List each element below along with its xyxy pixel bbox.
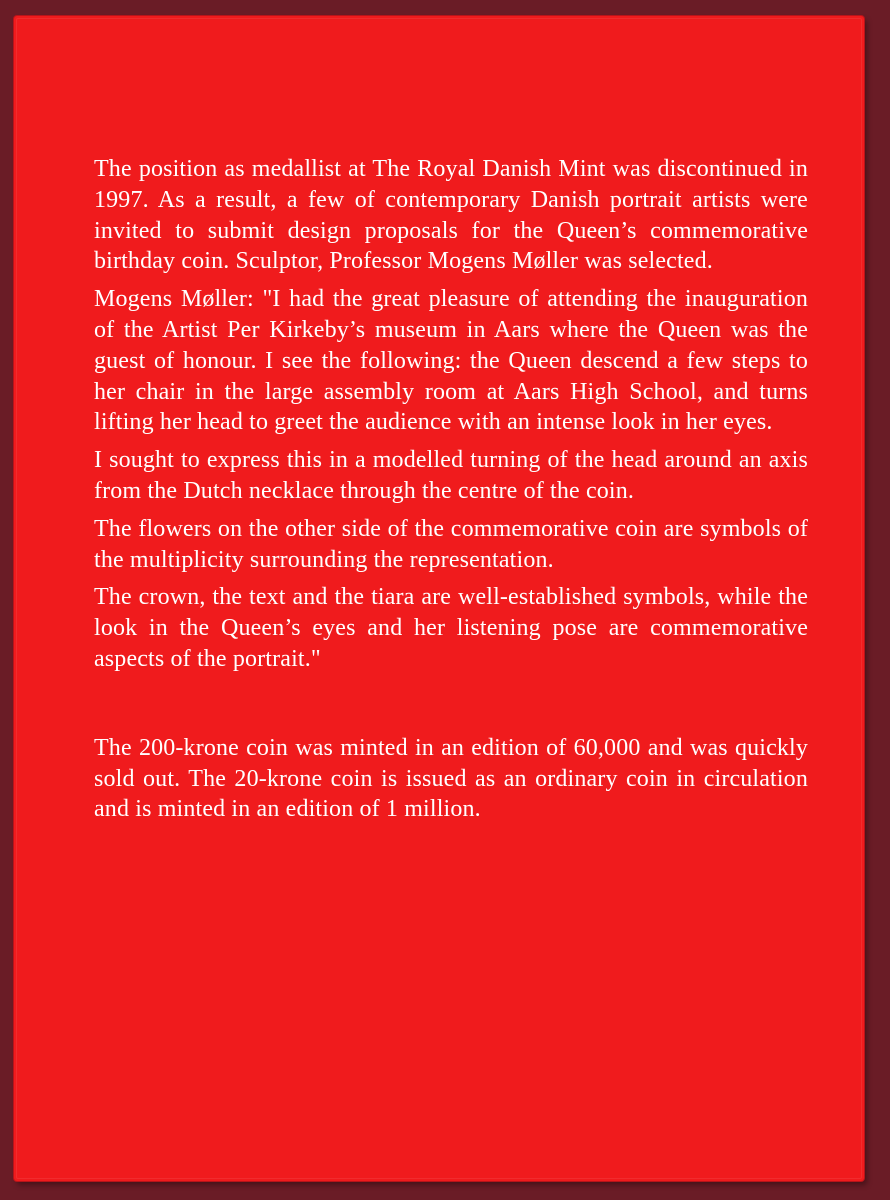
body-text (94, 154, 808, 832)
paragraph-intro: The position as medallist at The Royal Danish Mint was discontinued in 1997. As a result, a few of contemporary Danish portrait artists were invited to submit design proposals for the Queen’s commemorative birthday coin. Sculptor, Professor Mogens Møller was selected. (94, 156, 808, 275)
paragraph-symbols: The crown, the text and the tiara are well-established symbols, while the look in the Queen’s eyes and her listening pose are commemorative aspects of the portrait." (94, 584, 808, 672)
paragraph-flowers: The flowers on the other side of the commemorative coin are symbols of the multiplicity surrounding the representation. (94, 515, 808, 573)
paragraph-modelling: I sought to express this in a modelled turning of the head around an axis from the Dutch necklace through the centre of the coin. (94, 447, 808, 504)
paragraph-edition: The 200-krone coin was minted in an edition of 60,000 and was quickly sold out. The 20-krone coin is issued as an ordinary coin in circulation and is minted in an edition of 1 million. (94, 734, 808, 823)
red-card (14, 16, 864, 1181)
paragraph-quote-start: Mogens Møller: "I had the great pleasure of attending the inauguration of the Artist Per Kirkeby’s museum in Aars where the Queen was the guest of honour. I see the following: the Queen descend a few steps to her chair in the large assembly room at Aars High School, and turns lifting her head to greet the audience with an intense look in her eyes. (94, 286, 808, 436)
